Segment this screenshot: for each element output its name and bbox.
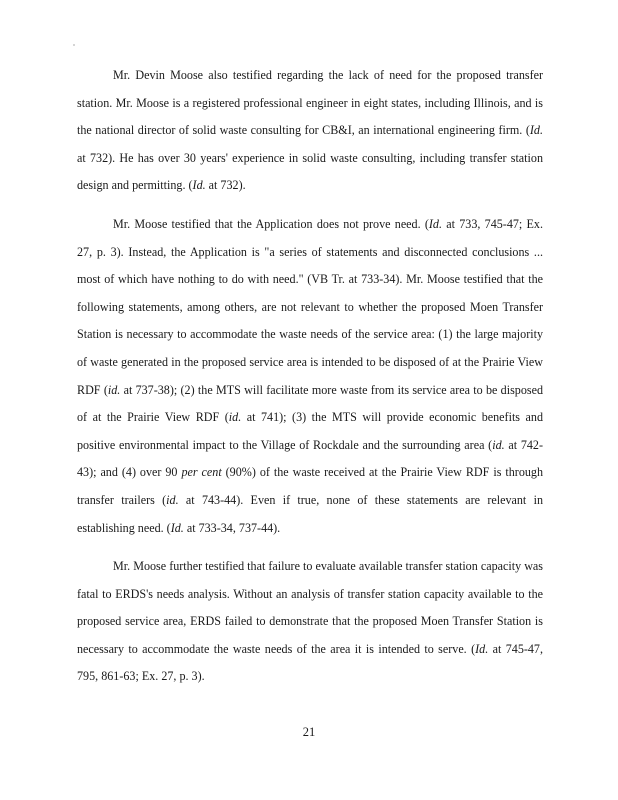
citation-signal: Id. (529, 123, 543, 138)
text-run: Mr. Moose further testified that failure to evaluate available transfer station capacity was fatal to ERDS's needs analysis. Without an analysis of transfer station capacity available to the proposed service area, ERDS failed to demonstrate that the proposed Moen Transfer Station is necessary to accommodate the waste needs of the area it is intended to serve. ( (77, 559, 543, 656)
text-run: at 733, 745-47; Ex. 27, p. 3). Instead, the Application is "a series of statements and disconnected conclusions ... most of which have nothing to do with need." (VB Tr. at 733-34). Mr. Moose testified that the following statements, among others, are not relevant to whether the proposed Moen Transfer Station is necessary to accommodate the waste needs of the service area: (1) the large majority of waste generated in the proposed service area is intended to be disposed of at the Prairie View RDF ( (77, 216, 543, 397)
citation-signal: id. (492, 437, 505, 452)
citation-signal: id. (228, 410, 242, 425)
citation-signal: Id. (170, 520, 184, 535)
body-text (77, 62, 543, 702)
text-run: at 732). He has over 30 years' experience in solid waste consulting, including transfer station design and permitting. ( (77, 150, 543, 193)
paragraph-capacity-analysis (77, 553, 543, 691)
citation-signal: id. (166, 492, 179, 507)
text-run: at 732). (205, 178, 246, 193)
text-run: at 742-43); and (4) over 90 (77, 437, 543, 480)
text-run: Mr. Moose testified that the Application does not prove need. ( (113, 216, 429, 231)
scan-speck (73, 44, 75, 46)
text-run: at 733-34, 737-44). (183, 520, 281, 535)
text-run: Mr. Devin Moose also testified regarding the lack of need for the proposed transfer station. Mr. Moose is a registered professional engineer in eight states, including Illinois, and is the national director of solid waste consulting for CB&I, an international engineering firm. ( (77, 68, 543, 138)
page-number: 21 (302, 725, 316, 739)
text-run: at 741); (3) the MTS will provide economic benefits and positive environmental impact to the Village of Rockdale and the surrounding area ( (77, 410, 543, 452)
citation-signal: id. (107, 382, 121, 397)
paragraph-moose-credentials (77, 62, 543, 200)
text-run: at 743-44). Even if true, none of these statements are relevant in establishing need. ( (77, 492, 543, 535)
citation-signal: Id. (428, 216, 443, 231)
citation-signal: Id. (475, 641, 489, 656)
paragraph-need-testimony (77, 211, 543, 542)
text-run: at 745-47, 795, 861-63; Ex. 27, p. 3). (77, 641, 544, 684)
citation-signal: per cent (181, 465, 222, 480)
citation-signal: Id. (192, 178, 206, 193)
text-run: (90%) of the waste received at the Prairie View RDF is through transfer trailers ( (77, 465, 544, 507)
text-run: at 737-38); (2) the MTS will facilitate more waste from its service area to be disposed of at the Prairie View RDF ( (77, 382, 543, 425)
